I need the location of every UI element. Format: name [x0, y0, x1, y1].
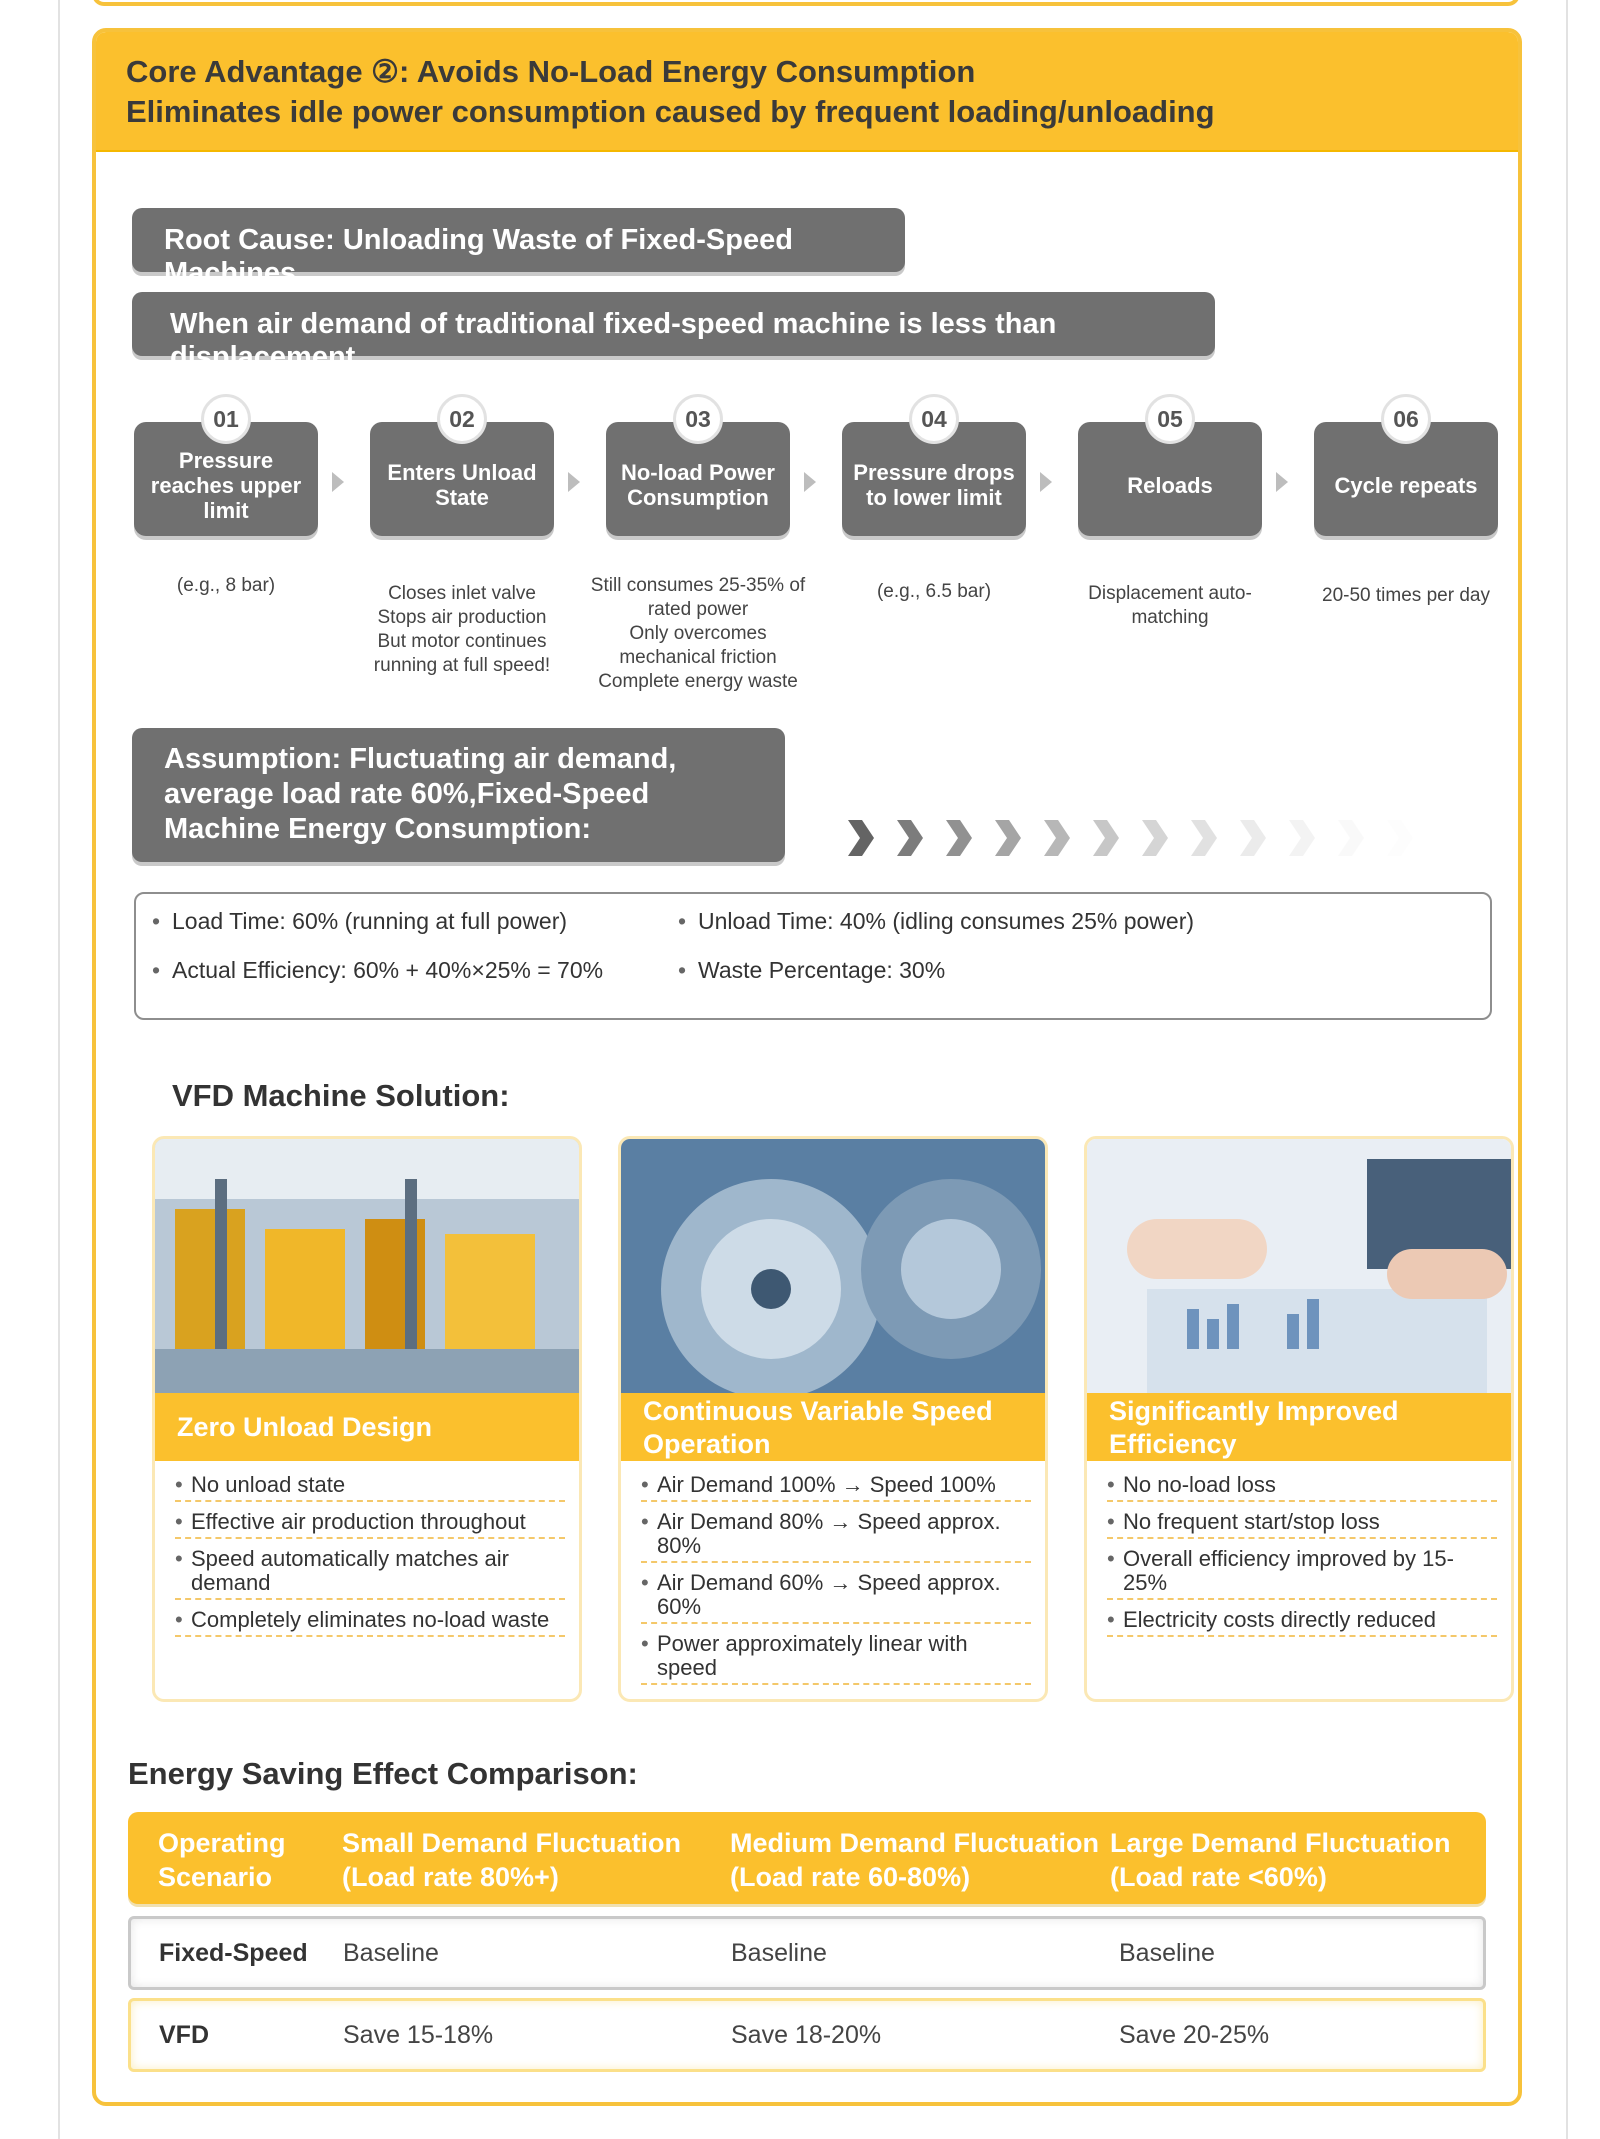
step-title: Pressure reaches upper limit: [134, 422, 318, 536]
step-title: No-load Power Consumption: [606, 422, 790, 536]
column-header: Operating Scenario: [158, 1828, 286, 1892]
comparison-heading: Energy Saving Effect Comparison:: [128, 1756, 638, 1791]
right-divider: [1566, 0, 1568, 2139]
card-subtitle: Eliminates idle power consumption caused by frequent loading/unloading: [126, 94, 1215, 129]
step-06: [1314, 406, 1498, 606]
solution-card-variable-speed: [618, 1136, 1048, 1702]
previous-card-edge: [92, 0, 1520, 6]
column-header: Medium Demand Fluctuation (Load rate 60-80%): [730, 1828, 1100, 1892]
left-divider: [58, 0, 60, 2139]
solution-card-efficiency: [1084, 1136, 1514, 1702]
bullet-actual-efficiency: • Actual Efficiency: 60% + 40%×25% = 70%: [172, 957, 603, 984]
chevron-right-icon: [944, 818, 974, 858]
list-item: • Overall efficiency improved by 15-25%: [1107, 1547, 1497, 1600]
step-title: Pressure drops to lower limit: [842, 422, 1026, 536]
solution-card-zero-unload: [152, 1136, 582, 1702]
step-title: Reloads: [1078, 422, 1262, 536]
step-title: Cycle repeats: [1314, 422, 1498, 536]
chevron-right-icon: [1040, 472, 1052, 492]
list-item: • Electricity costs directly reduced: [1107, 1608, 1497, 1637]
card-title-bar: [1087, 1393, 1511, 1461]
step-number: 04: [909, 394, 959, 444]
chevron-right-icon: [1385, 818, 1415, 858]
card-title: Core Advantage ②: Avoids No-Load Energy Consumption: [126, 54, 976, 89]
card-items: [641, 1473, 1031, 1693]
table-row: [128, 1998, 1486, 2072]
card-items: [1107, 1473, 1497, 1645]
chevron-right-icon: [1276, 472, 1288, 492]
table-cell: Save 18-20%: [731, 2021, 882, 2049]
card-items: [175, 1473, 565, 1645]
bullet-unload-time: • Unload Time: 40% (idling consumes 25% power): [698, 908, 1194, 935]
step-04: [842, 406, 1026, 602]
chevron-right-icon: [895, 818, 925, 858]
chevron-right-icon: [1189, 818, 1219, 858]
condition-label: When air demand of traditional fixed-speed machine is less than displacement: [132, 292, 1215, 356]
step-number: 03: [673, 394, 723, 444]
turbine-image: [621, 1139, 1045, 1393]
step-03: [590, 406, 806, 692]
step-title: Enters Unload State: [370, 422, 554, 536]
column-header: Small Demand Fluctuation (Load rate 80%+): [342, 1828, 682, 1892]
chevron-right-icon: [1140, 818, 1170, 858]
column-header: Large Demand Fluctuation (Load rate <60%): [1110, 1828, 1451, 1892]
card-title: Significantly Improved Efficiency: [1109, 1396, 1399, 1459]
chevron-right-icon: [804, 472, 816, 492]
step-05: [1078, 406, 1262, 628]
chevron-right-icon: [993, 818, 1023, 858]
row-label: Fixed-Speed: [159, 1939, 308, 1967]
core-advantage-card: [92, 28, 1522, 2106]
list-item: • Air Demand 60% → Speed approx. 60%: [641, 1571, 1031, 1624]
card-header: [96, 32, 1518, 152]
chevron-right-icon: [568, 472, 580, 492]
list-item: • Speed automatically matches air demand: [175, 1547, 565, 1600]
analysis-image: [1087, 1139, 1511, 1393]
step-description: 20-50 times per day: [1322, 585, 1490, 606]
step-number: 05: [1145, 394, 1195, 444]
step-01: [134, 406, 318, 596]
table-header: [128, 1812, 1486, 1904]
step-description: Displacement auto-matching: [1088, 583, 1252, 628]
step-description: Still consumes 25-35% of rated power Only overcomes mechanical friction Complete energy waste: [590, 575, 806, 692]
step-description: (e.g., 8 bar): [176, 575, 276, 596]
list-item: • No frequent start/stop loss: [1107, 1510, 1497, 1539]
card-title: Continuous Variable Speed Operation: [643, 1396, 993, 1459]
step-number: 02: [437, 394, 487, 444]
list-item: • Completely eliminates no-load waste: [175, 1608, 565, 1637]
chevron-right-icon: [846, 818, 876, 858]
factory-image: [155, 1139, 579, 1393]
table-cell: Baseline: [731, 1939, 827, 1967]
row-label: VFD: [159, 2021, 209, 2049]
step-number: 06: [1381, 394, 1431, 444]
table-cell: Save 15-18%: [343, 2021, 494, 2049]
card-title: Zero Unload Design: [177, 1412, 433, 1442]
list-item: • Power approximately linear with speed: [641, 1632, 1031, 1685]
chevron-right-icon: [1287, 818, 1317, 858]
table-cell: Save 20-25%: [1119, 2021, 1270, 2049]
assumption-label: Assumption: Fluctuating air demand, average load rate 60%,Fixed-Speed Machine Energy Consumption:: [132, 728, 785, 862]
list-item: • No no-load loss: [1107, 1473, 1497, 1502]
list-item: • Effective air production throughout: [175, 1510, 565, 1539]
step-description: Closes inlet valve Stops air production But motor continues running at full speed!: [373, 583, 551, 676]
step-02: [370, 406, 554, 676]
list-item: • No unload state: [175, 1473, 565, 1502]
step-description: (e.g., 6.5 bar): [876, 581, 992, 602]
chevron-right-icon: [1091, 818, 1121, 858]
assumption-bullets: [134, 892, 1492, 1020]
chevron-right-icon: [332, 472, 344, 492]
card-title-bar: [621, 1393, 1045, 1461]
table-row: [128, 1916, 1486, 1990]
bullet-waste-percentage: • Waste Percentage: 30%: [698, 957, 945, 984]
chevron-right-icon: [1042, 818, 1072, 858]
step-number: 01: [201, 394, 251, 444]
chevron-right-icon: [1238, 818, 1268, 858]
list-item: • Air Demand 100% → Speed 100%: [641, 1473, 1031, 1502]
card-title-bar: [155, 1393, 579, 1461]
table-cell: Baseline: [1119, 1939, 1215, 1967]
vfd-heading: VFD Machine Solution:: [172, 1078, 510, 1113]
list-item: • Air Demand 80% → Speed approx. 80%: [641, 1510, 1031, 1563]
chevron-right-icon: [1336, 818, 1366, 858]
table-cell: Baseline: [343, 1939, 439, 1967]
bullet-load-time: • Load Time: 60% (running at full power): [172, 908, 567, 935]
root-cause-label: Root Cause: Unloading Waste of Fixed-Speed Machines: [132, 208, 905, 272]
